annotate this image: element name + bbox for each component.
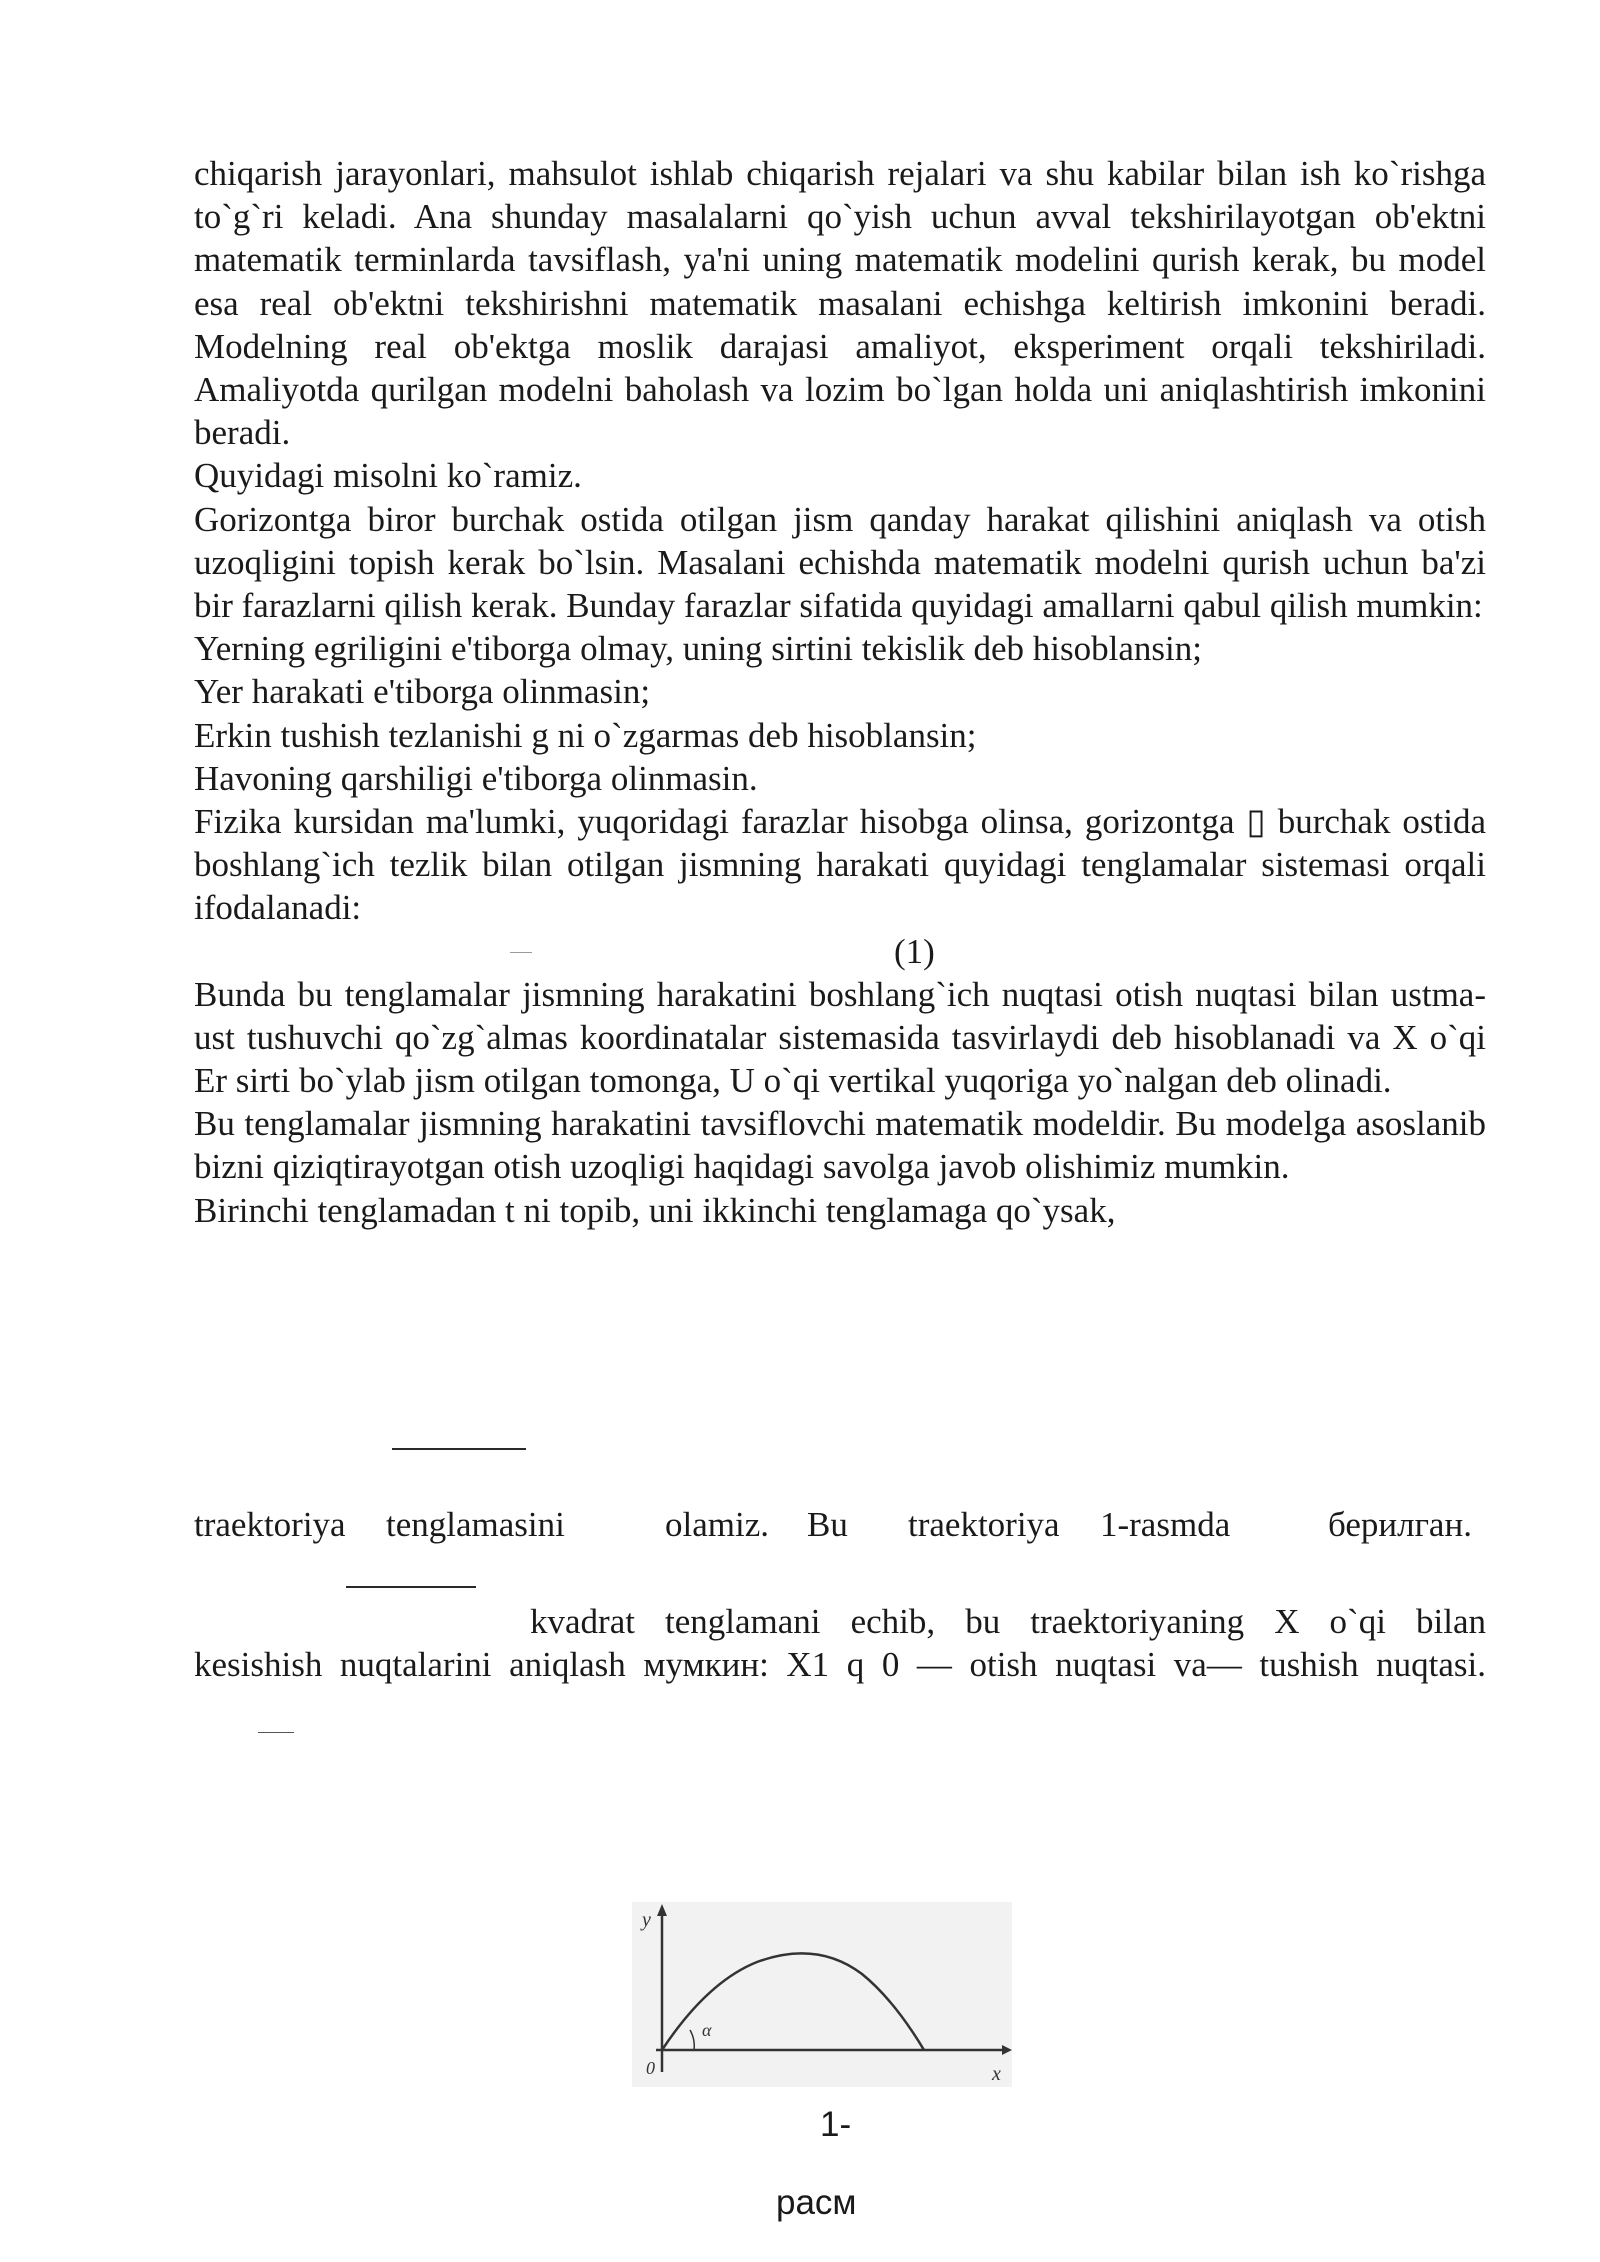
angle-label: α bbox=[702, 2020, 712, 2040]
paragraph-intro: chiqarish jarayonlari, mahsulot ishlab chiqarish rejalari va shu kabilar bilan ish ko`rishga to`g`ri keladi. Ana shunday masalalarni qo`yish uchun avval tekshirilayotgan ob'ektni matematik terminlarda tavsiflash, ya'ni uning matematik modelini qurish kerak, bu model esa real ob'ektni tekshirishni matematik masalani echishga keltirish imkonini beradi. Modelning real ob'ektga moslik darajasi amaliyot, eksperiment orqali tekshiriladi. Amaliyotda qurilgan modelni baholash va lozim bo`lgan holda uni aniqlashtirish imkonini beradi. bbox=[194, 154, 1486, 453]
assumption-1: Yerning egriligini e'tiborga olmay, uning sirtini tekislik deb hisoblansin; bbox=[194, 629, 1202, 669]
equation-number: (1) bbox=[894, 931, 935, 971]
equation-1 bbox=[194, 930, 1486, 973]
equation-placeholder bbox=[510, 952, 532, 953]
paragraph-model: Bu tenglamalar jismning harakatini tavsiflovchi matematik modeldir. Bu modelga asoslanib bizni qiziqtirayotgan otish uzoqligi haqidagi savolga javob olishimiz mumkin. bbox=[194, 1104, 1486, 1187]
x-axis-arrow-icon bbox=[1002, 2045, 1012, 2055]
trajectory-figure bbox=[632, 1902, 1012, 2087]
x-axis-label: x bbox=[992, 2063, 1001, 2085]
paragraph-physics: Fizika kursidan ma'lumki, yuqoridagi farazlar hisobga olinsa, gorizontga ▯ burchak ostida boshlang`ich tezlik bilan otilgan jismning harakati quyidagi tenglamalar sistemasi orqali ifodalanadi: bbox=[194, 802, 1486, 928]
paragraph-substitute: Birinchi tenglamadan t ni topib, uni ikkinchi tenglamaga qo`ysak, bbox=[194, 1190, 1116, 1230]
main-text bbox=[194, 152, 1486, 1232]
paragraph-example: Quyidagi misolni ko`ramiz. bbox=[194, 456, 582, 496]
word: olamiz. bbox=[665, 1505, 769, 1544]
word: tenglamasini bbox=[386, 1505, 565, 1544]
figure-caption-number: 1- bbox=[820, 2105, 852, 2144]
y-axis-label: y bbox=[642, 1909, 651, 1931]
formula-fraction-bar bbox=[392, 1448, 526, 1450]
assumption-4: Havoning qarshiligi e'tiborga olinmasin. bbox=[194, 758, 758, 798]
formula-fraction-bar-2 bbox=[346, 1586, 476, 1588]
word: 1-rasmda bbox=[1100, 1505, 1231, 1544]
paragraph-problem: Gorizontga biror burchak ostida otilgan jism qanday harakat qilishini aniqlash va otish uzoqligini topish kerak bo`lsin. Masalani echishda matematik modelni qurish uchun ba'zi bir farazlarni qilish kerak. Bunday farazlar sifatida quyidagi amallarni qabul qilish mumkin: bbox=[194, 499, 1486, 626]
kesish-line: kesishish nuqtalarini aniqlash мумкин: X1 q 0 — otish nuqtasi va— tushish nuqtasi. bbox=[194, 1645, 1486, 1684]
trajectory-plot bbox=[632, 1902, 1012, 2087]
word: traektoriya bbox=[194, 1505, 346, 1544]
y-axis-arrow-icon bbox=[657, 1904, 667, 1916]
figure-caption-label: расм bbox=[776, 2183, 857, 2222]
assumption-3: Erkin tushish tezlanishi g ni o`zgarmas deb hisoblansin; bbox=[194, 715, 977, 755]
word: Bu bbox=[807, 1505, 848, 1544]
paragraph-coordinates: Bunda bu tenglamalar jismning harakatini boshlang`ich nuqtasi otish nuqtasi bilan ustma-ust tushuvchi qo`zg`almas koordinatalar sistemasida tasvirlaydi deb hisoblanadi va X o`qi Er sirti bo`ylab jism otilgan tomonga, U o`qi vertikal yuqoriga yo`nalgan deb olinadi. bbox=[194, 974, 1486, 1101]
assumption-2: Yer harakati e'tiborga olinmasin; bbox=[194, 672, 651, 712]
formula-dash bbox=[258, 1732, 294, 1733]
angle-arc bbox=[690, 2030, 694, 2050]
word: берилган. bbox=[1328, 1505, 1472, 1544]
kvadrat-line: kvadrat tenglamani echib, bu traektoriyaning X o`qi bilan bbox=[530, 1602, 1486, 1641]
origin-label: 0 bbox=[646, 2058, 655, 2078]
word: traektoriya bbox=[908, 1505, 1060, 1544]
